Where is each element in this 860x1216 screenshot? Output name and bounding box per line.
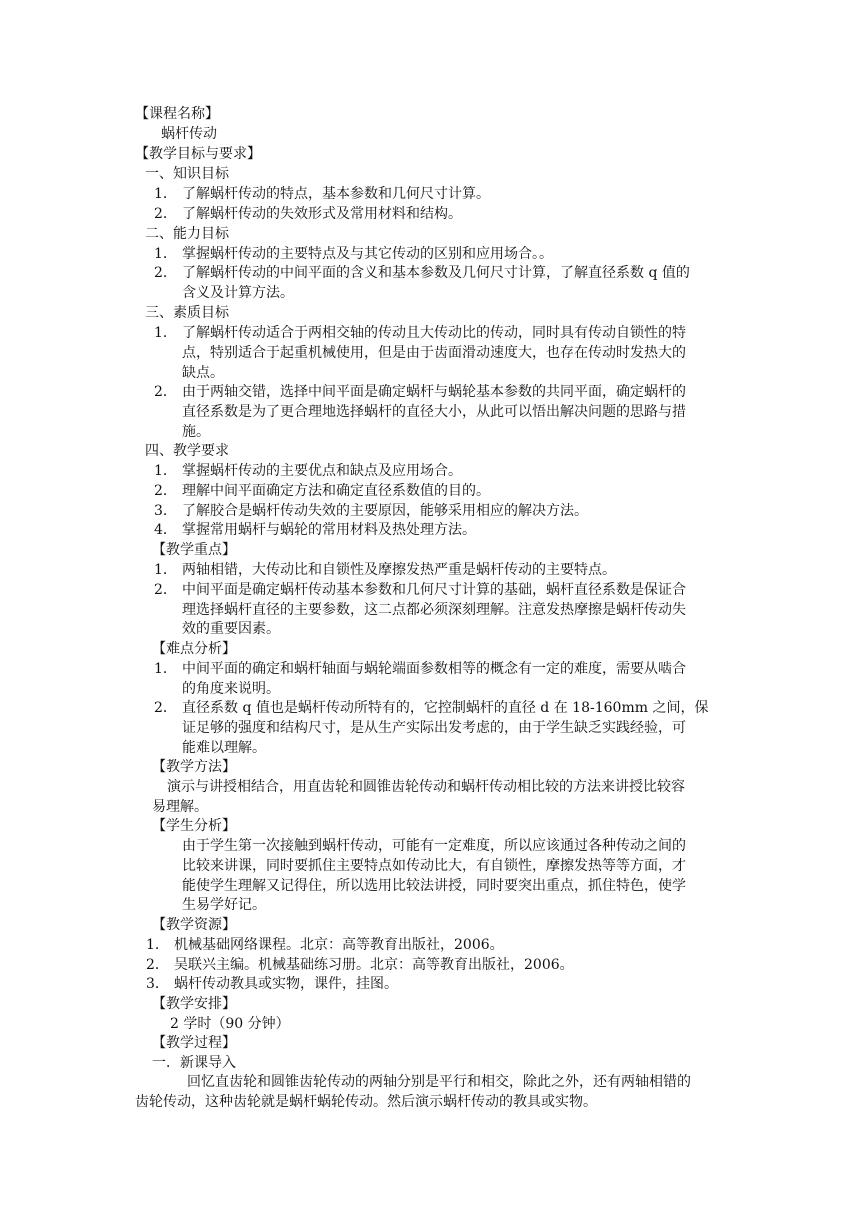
subsection-title-quality: 三、素质目标 (145, 305, 229, 321)
list-number: 4． (154, 522, 177, 538)
section-header-key-points: 【教学重点】 (152, 542, 236, 558)
list-number: 2． (154, 582, 177, 598)
list-text: 的角度来说明。 (182, 681, 280, 697)
subsection-title-requirements: 四、教学要求 (145, 443, 229, 459)
section-header-course-name: 【课程名称】 (135, 106, 219, 122)
list-number: 1． (154, 661, 177, 677)
subsection-title-knowledge: 一、知识目标 (145, 166, 229, 182)
list-number: 1． (154, 463, 177, 479)
list-number: 2． (154, 206, 177, 222)
list-text: 了解蜗杆传动适合于两相交轴的传动且大传动比的传动，同时具有传动自锁性的特 (182, 325, 686, 341)
list-text: 吴联兴主编。机械基础练习册。北京：高等教育出版社，2006。 (174, 957, 574, 973)
section-header-methods: 【教学方法】 (152, 759, 236, 775)
list-text: 机械基础网络课程。北京：高等教育出版社，2006。 (174, 937, 504, 953)
list-text: 由于两轴交错，选择中间平面是确定蜗杆与蜗轮基本参数的共同平面，确定蜗杆的 (182, 384, 686, 400)
paragraph-line: 能使学生理解又记得住，所以选用比较法讲授，同时要突出重点，抓住特色，使学 (182, 878, 686, 894)
section-header-process: 【教学过程】 (152, 1035, 236, 1051)
list-text: 两轴相错，大传动比和自锁性及摩擦发热严重是蜗杆传动的主要特点。 (182, 562, 616, 578)
list-number: 3． (146, 976, 169, 992)
paragraph-line: 比较来讲课，同时要抓住主要特点如传动比大，有自锁性，摩擦发热等等方面，才 (182, 858, 686, 874)
list-number: 1． (154, 246, 177, 262)
paragraph-line: 回忆直齿轮和圆锥齿轮传动的两轴分别是平行和相交，除此之外，还有两轴相错的 (187, 1074, 691, 1090)
subsection-title-ability: 二、能力目标 (145, 226, 229, 242)
list-text: 施。 (182, 424, 210, 440)
list-text: 掌握蜗杆传动的主要优点和缺点及应用场合。 (182, 463, 462, 479)
list-number: 1． (154, 562, 177, 578)
list-number: 1． (154, 325, 177, 341)
paragraph-line: 由于学生第一次接触到蜗杆传动，可能有一定难度，所以应该通过各种传动之间的 (182, 838, 686, 854)
list-text: 直径系数 q 值也是蜗杆传动所特有的，它控制蜗杆的直径 d 在 18-160mm 之间，保 (182, 700, 709, 716)
list-text: 中间平面是确定蜗杆传动基本参数和几何尺寸计算的基础，蜗杆直径系数是保证合 (182, 582, 686, 598)
section-header-schedule: 【教学安排】 (152, 996, 236, 1012)
process-step-title: 一．新课导入 (152, 1055, 236, 1071)
section-header-objectives: 【教学目标与要求】 (135, 146, 261, 162)
list-number: 2． (154, 700, 177, 716)
list-text: 能难以理解。 (182, 740, 266, 756)
paragraph-line: 易理解。 (152, 799, 208, 815)
list-number: 1． (146, 937, 169, 953)
list-text: 理解中间平面确定方法和确定直径系数值的目的。 (182, 483, 490, 499)
paragraph-line: 齿轮传动，这种齿轮就是蜗杆蜗轮传动。然后演示蜗杆传动的教具或实物。 (135, 1094, 597, 1110)
list-text: 了解蜗杆传动的失效形式及常用材料和结构。 (182, 206, 462, 222)
list-number: 2． (154, 483, 177, 499)
list-text: 蜗杆传动教具或实物，课件，挂图。 (174, 976, 398, 992)
list-text: 缺点。 (182, 365, 224, 381)
list-text: 掌握常用蜗杆与蜗轮的常用材料及热处理方法。 (182, 522, 476, 538)
section-header-difficulties: 【难点分析】 (152, 641, 236, 657)
list-text: 了解蜗杆传动的特点，基本参数和几何尺寸计算。 (182, 186, 490, 202)
schedule-value: 2 学时（90 分钟） (170, 1016, 290, 1032)
section-header-resources: 【教学资源】 (152, 917, 236, 933)
section-header-students: 【学生分析】 (152, 818, 236, 834)
list-text: 直径系数是为了更合理地选择蜗杆的直径大小，从此可以悟出解决问题的思路与措 (182, 404, 686, 420)
list-text: 点，特别适合于起重机械使用，但是由于齿面滑动速度大，也存在传动时发热大的 (182, 345, 686, 361)
list-number: 2． (146, 957, 169, 973)
list-text: 掌握蜗杆传动的主要特点及与其它传动的区别和应用场合。。 (182, 246, 553, 262)
list-text: 了解蜗杆传动的中间平面的含义和基本参数及几何尺寸计算，了解直径系数 q 值的 (182, 265, 690, 281)
list-number: 2． (154, 265, 177, 281)
list-text: 理选择蜗杆直径的主要参数，这二点都必须深刻理解。注意发热摩擦是蜗杆传动失 (182, 602, 686, 618)
list-text: 中间平面的确定和蜗杆轴面与蜗轮端面参数相等的概念有一定的难度，需要从啮合 (182, 661, 686, 677)
list-number: 2． (154, 384, 177, 400)
list-text: 含义及计算方法。 (182, 285, 294, 301)
list-text: 效的重要因素。 (182, 621, 280, 637)
paragraph-line: 演示与讲授相结合，用直齿轮和圆锥齿轮传动和蜗杆传动相比较的方法来讲授比较容 (167, 779, 685, 795)
course-name-value: 蜗杆传动 (161, 126, 217, 142)
list-text: 证足够的强度和结构尺寸，是从生产实际出发考虑的，由于学生缺乏实践经验，可 (182, 720, 686, 736)
list-number: 3． (154, 503, 177, 519)
paragraph-line: 生易学好记。 (182, 897, 266, 913)
list-text: 了解胶合是蜗杆传动失效的主要原因，能够采用相应的解决方法。 (182, 503, 588, 519)
list-number: 1． (154, 186, 177, 202)
